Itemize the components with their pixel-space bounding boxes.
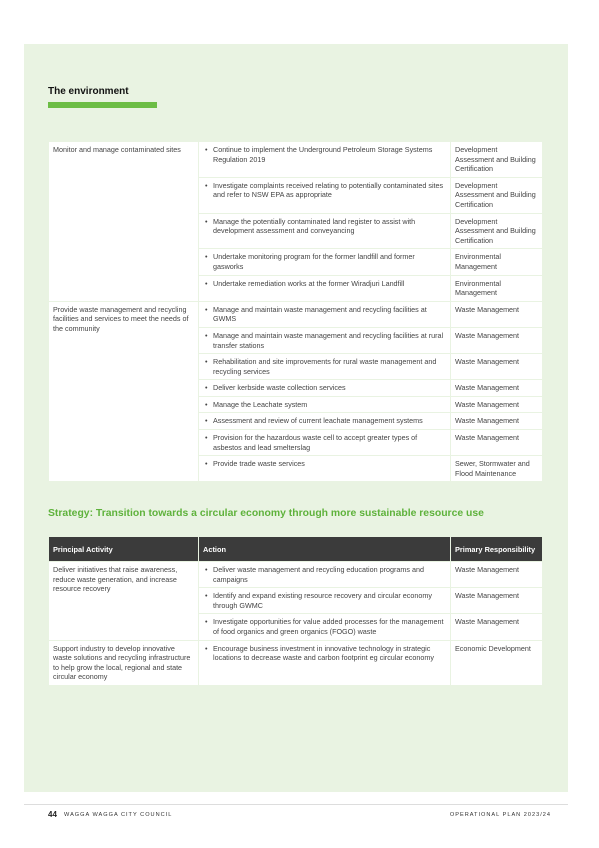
action-cell bbox=[199, 588, 451, 614]
action-text: Manage and maintain waste management and recycling facilities at GWMS bbox=[213, 304, 427, 324]
action-cell bbox=[199, 640, 451, 685]
action-cell bbox=[199, 380, 451, 397]
responsibility-cell: Sewer, Stormwater and Flood Maintenance bbox=[451, 456, 543, 482]
action-text: Investigate opportunities for value added processes for the management of food organics and green organics (FOGO) waste bbox=[213, 617, 444, 636]
bullet-icon: • bbox=[205, 278, 208, 288]
responsibility-cell: Waste Management bbox=[451, 562, 543, 588]
bullet-icon: • bbox=[205, 383, 208, 393]
responsibility-cell: Waste Management bbox=[451, 354, 543, 380]
responsibility-cell: Waste Management bbox=[451, 413, 543, 430]
action-cell bbox=[199, 430, 451, 456]
action-text: Undertake remediation works at the former Wiradjuri Landfill bbox=[213, 278, 405, 288]
bullet-icon: • bbox=[205, 591, 208, 601]
table-row bbox=[49, 640, 543, 685]
action-cell bbox=[199, 142, 451, 178]
action-text: Provide trade waste services bbox=[213, 459, 305, 469]
action-text: Encourage business investment in innovative technology in strategic locations to decrease waste and carbon footprint eg circular economy bbox=[213, 643, 434, 663]
bullet-icon: • bbox=[205, 433, 208, 443]
footer-divider bbox=[24, 804, 568, 805]
responsibility-cell: Waste Management bbox=[451, 301, 543, 327]
action-cell bbox=[199, 413, 451, 430]
table-row bbox=[49, 562, 543, 588]
header-principal-activity: Principal Activity bbox=[49, 537, 199, 562]
bullet-icon: • bbox=[205, 459, 208, 469]
bullet-icon: • bbox=[205, 180, 208, 190]
bullet-icon: • bbox=[205, 643, 208, 653]
bullet-icon: • bbox=[205, 304, 208, 314]
responsibility-cell: Waste Management bbox=[451, 396, 543, 413]
environment-activities-table bbox=[48, 141, 543, 482]
action-cell bbox=[199, 396, 451, 413]
responsibility-cell: Waste Management bbox=[451, 327, 543, 353]
responsibility-cell: Waste Management bbox=[451, 614, 543, 640]
action-text: Identify and expand existing resource recovery and circular economy through GWMC bbox=[213, 591, 432, 610]
responsibility-cell: Development Assessment and Building Certification bbox=[451, 177, 543, 213]
action-cell bbox=[199, 177, 451, 213]
action-text: Manage the potentially contaminated land register to assist with development assessment and conveyancing bbox=[213, 216, 416, 236]
bullet-icon: • bbox=[205, 252, 208, 262]
responsibility-cell: Development Assessment and Building Certification bbox=[451, 142, 543, 178]
responsibility-cell: Waste Management bbox=[451, 430, 543, 456]
bullet-icon: • bbox=[205, 216, 208, 226]
table2-body bbox=[49, 562, 543, 686]
action-cell bbox=[199, 562, 451, 588]
action-cell bbox=[199, 275, 451, 301]
principal-activity-cell: Provide waste management and recycling facilities and services to meet the needs of the community bbox=[49, 301, 199, 482]
table-header-row bbox=[49, 537, 543, 562]
action-text: Manage the Leachate system bbox=[213, 399, 308, 409]
title-underline-bar bbox=[48, 102, 157, 108]
page-number: 44 bbox=[48, 810, 57, 819]
responsibility-cell: Waste Management bbox=[451, 380, 543, 397]
action-cell bbox=[199, 301, 451, 327]
principal-activity-cell: Deliver initiatives that raise awareness, reduce waste generation, and increase resource recovery bbox=[49, 562, 199, 641]
bullet-icon: • bbox=[205, 357, 208, 367]
action-text: Rehabilitation and site improvements for rural waste management and recycling services bbox=[213, 357, 437, 376]
table-row bbox=[49, 301, 543, 327]
action-cell bbox=[199, 456, 451, 482]
bullet-icon: • bbox=[205, 399, 208, 409]
header-action: Action bbox=[199, 537, 451, 562]
bullet-icon: • bbox=[205, 145, 208, 154]
action-cell bbox=[199, 249, 451, 275]
table-row bbox=[49, 142, 543, 178]
action-text: Deliver waste management and recycling education programs and campaigns bbox=[213, 565, 424, 584]
principal-activity-cell: Monitor and manage contaminated sites bbox=[49, 142, 199, 302]
action-text: Investigate complaints received relating to potentially contaminated sites and refer to NSW EPA as appropriate bbox=[213, 180, 444, 200]
bullet-icon: • bbox=[205, 617, 208, 627]
action-text: Undertake monitoring program for the former landfill and former gasworks bbox=[213, 252, 415, 271]
action-cell bbox=[199, 614, 451, 640]
action-text: Deliver kerbside waste collection services bbox=[213, 383, 346, 393]
action-cell bbox=[199, 327, 451, 353]
action-cell bbox=[199, 354, 451, 380]
responsibility-cell: Environmental Management bbox=[451, 249, 543, 275]
responsibility-cell: Economic Development bbox=[451, 640, 543, 685]
footer-organisation: WAGGA WAGGA CITY COUNCIL bbox=[64, 812, 173, 818]
responsibility-cell: Environmental Management bbox=[451, 275, 543, 301]
bullet-icon: • bbox=[205, 565, 208, 574]
table1-body bbox=[49, 142, 543, 482]
bullet-icon: • bbox=[205, 416, 208, 426]
action-text: Provision for the hazardous waste cell to accept greater types of asbestos and lead smelterslag bbox=[213, 433, 418, 452]
action-text: Assessment and review of current leachate management systems bbox=[213, 416, 423, 426]
action-cell bbox=[199, 213, 451, 249]
section-title: The environment bbox=[48, 86, 129, 97]
header-primary-responsibility: Primary Responsibility bbox=[451, 537, 543, 562]
action-text: Continue to implement the Underground Petroleum Storage Systems Regulation 2019 bbox=[213, 145, 433, 164]
responsibility-cell: Waste Management bbox=[451, 588, 543, 614]
footer-document-title: OPERATIONAL PLAN 2023/24 bbox=[449, 812, 551, 818]
responsibility-cell: Development Assessment and Building Certification bbox=[451, 213, 543, 249]
strategy-activities-table bbox=[48, 536, 543, 686]
bullet-icon: • bbox=[205, 330, 208, 340]
action-text: Manage and maintain waste management and recycling facilities at rural transfer stations bbox=[213, 330, 444, 350]
principal-activity-cell: Support industry to develop innovative waste solutions and recycling infrastructure to help grow the local, regional and state circular economy bbox=[49, 640, 199, 685]
strategy-heading: Strategy: Transition towards a circular economy through more sustainable resource use bbox=[48, 508, 484, 519]
